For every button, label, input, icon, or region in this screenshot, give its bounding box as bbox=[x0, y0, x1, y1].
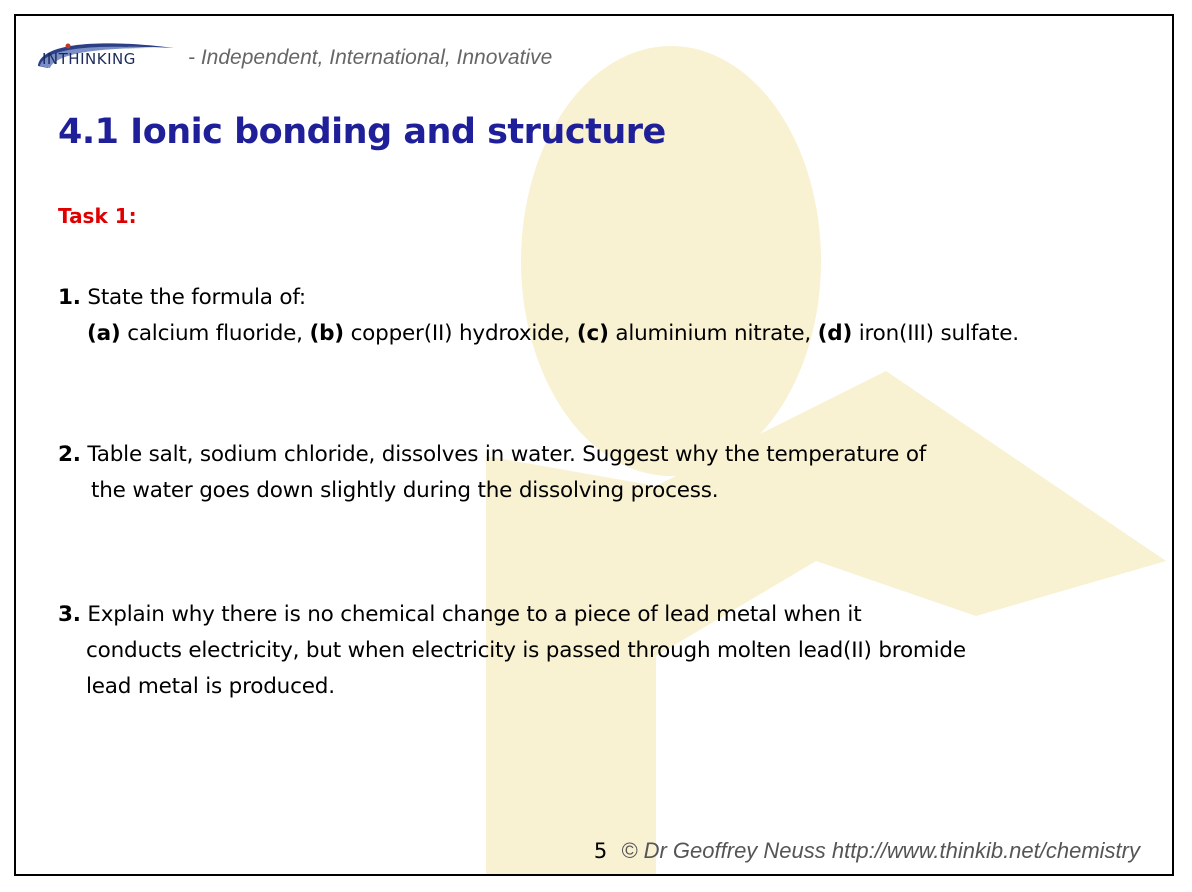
part-a-text: calcium fluoride, bbox=[127, 321, 303, 346]
inthinking-logo bbox=[34, 36, 184, 76]
tagline: - Independent, International, Innovative bbox=[188, 46, 553, 69]
question-3-line-1: 3. Explain why there is no chemical change to a piece of lead metal when it bbox=[58, 602, 862, 627]
question-1-parts bbox=[58, 316, 1019, 352]
part-a-label: (a) bbox=[87, 321, 121, 346]
question-2-number: 2. bbox=[58, 442, 81, 467]
question-2-line-2: the water goes down slightly during the dissolving process. bbox=[91, 478, 719, 503]
page-number: 5 bbox=[593, 839, 608, 863]
question-1-number: 1. bbox=[58, 285, 81, 310]
part-d-label: (d) bbox=[817, 321, 853, 346]
footer bbox=[594, 838, 1140, 864]
question-3-number: 3. bbox=[58, 602, 81, 627]
part-d-text: iron(III) sulfate. bbox=[858, 321, 1019, 346]
slide bbox=[14, 14, 1174, 876]
header bbox=[34, 36, 552, 76]
question-3-line-2: conducts electricity, but when electricity is passed through molten lead(II) bromide bbox=[86, 638, 966, 663]
question-3 bbox=[58, 597, 966, 705]
part-c-text: aluminium nitrate, bbox=[615, 321, 811, 346]
copyright-text: © Dr Geoffrey Neuss http://www.thinkib.net/chemistry bbox=[621, 838, 1140, 863]
page-title: 4.1 Ionic bonding and structure bbox=[58, 112, 666, 152]
part-c-label: (c) bbox=[576, 321, 609, 346]
question-2-line-1: 2. Table salt, sodium chloride, dissolves in water. Suggest why the temperature of bbox=[58, 442, 927, 467]
part-b-text: copper(II) hydroxide, bbox=[350, 321, 571, 346]
task-label: Task 1: bbox=[58, 204, 137, 228]
question-2 bbox=[58, 437, 926, 509]
part-b-label: (b) bbox=[309, 321, 344, 346]
logo-text: INTHINKING bbox=[42, 50, 136, 68]
question-1-line-1: 1. State the formula of: bbox=[58, 285, 306, 310]
question-3-line-3: lead metal is produced. bbox=[86, 674, 335, 699]
question-1 bbox=[58, 280, 1019, 352]
